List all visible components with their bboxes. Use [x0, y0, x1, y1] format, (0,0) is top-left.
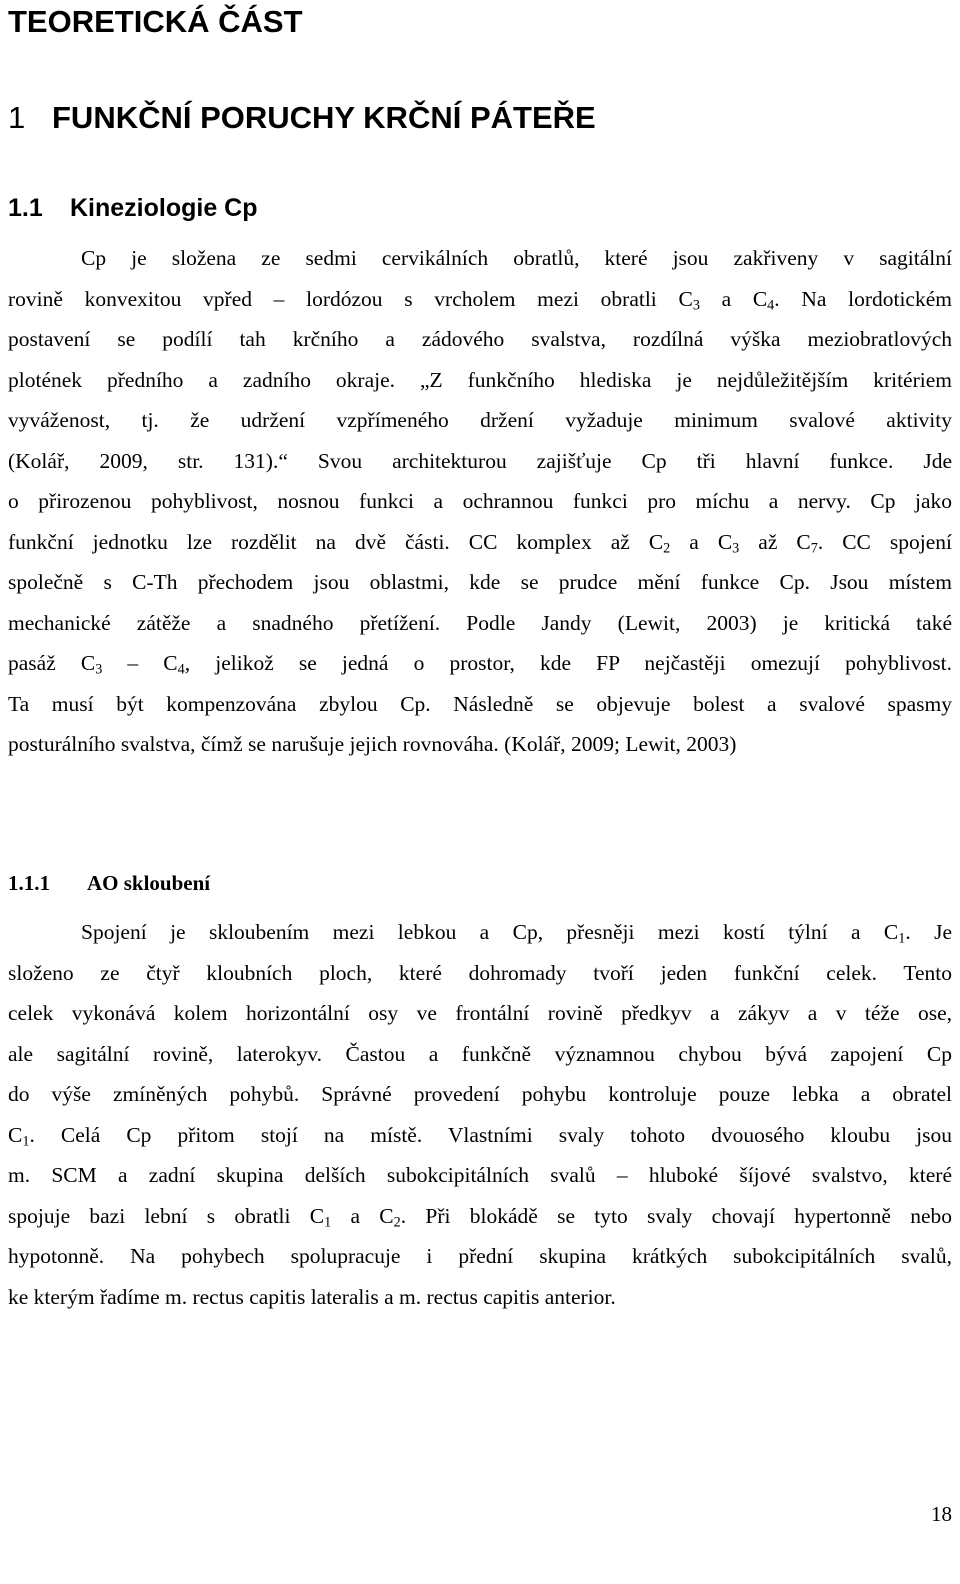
text-line: postavení se podílí tah krčního a zádového svalstva, rozdílná výška meziobratlových	[8, 327, 952, 351]
text-line: plotének předního a zadního okraje. „Z funkčního hlediska je nejdůležitějším kritériem	[8, 367, 952, 392]
section-heading	[8, 192, 258, 224]
page-number: 18	[931, 1502, 952, 1526]
text-line: Cp je složena ze sedmi cervikálních obratlů, které jsou zakřiveny v sagitální	[81, 246, 952, 270]
text-line: hypotonně. Na pohybech spolupracuje i přední skupina krátkých subokcipitálních svalů,	[8, 1244, 952, 1268]
chapter-heading	[8, 100, 596, 136]
text-line: m. SCM a zadní skupina delších subokcipitálních svalů – hluboké šíjové svalstvo, které	[8, 1163, 952, 1187]
text-line: Ta musí být kompenzována zbylou Cp. Následně se objevuje bolest a svalové spasmy	[8, 691, 952, 716]
subsection-heading	[8, 867, 210, 899]
text-line: (Kolář, 2009, str. 131).“ Svou architekturou zajišťuje Cp tři hlavní funkce. Jde	[8, 448, 952, 473]
text-line: ale sagitální rovině, laterokyv. Častou a funkčně významnou chybou bývá zapojení Cp	[8, 1041, 952, 1066]
text-line: složeno ze čtyř kloubních ploch, které dohromady tvoří jeden funkční celek. Tento	[8, 960, 952, 985]
subsection-number: 1.1.1	[8, 871, 50, 895]
text-line: společně s C-Th přechodem jsou oblastmi, kde se prudce mění funkce Cp. Jsou místem	[8, 570, 952, 594]
text-line: mechanické zátěže a snadného přetížení. Podle Jandy (Lewit, 2003) je kritická také	[8, 610, 952, 635]
text-line: vyváženost, tj. že udržení vzpřímeného držení vyžaduje minimum svalové aktivity	[8, 408, 952, 432]
text-line: Spojení je skloubením mezi lebkou a Cp, přesněji mezi kostí týlní a $C_1$. Je	[81, 920, 952, 947]
text-line: funkční jednotku lze rozdělit na dvě části. CC komplex až $C_2$ a $C_3$ až $C_7$. CC spojení	[8, 529, 952, 557]
text-line: do výše zmíněných pohybů. Správné provedení pohybu kontroluje pouze lebka a obratel	[8, 1082, 952, 1106]
text-line: spojuje bazi lební s obratli $C_1$ a $C_2$. Při blokádě se tyto svaly chovají hypertonně nebo	[8, 1203, 952, 1231]
text-line: o přirozenou pohyblivost, nosnou funkci a ochrannou funkci pro míchu a nervy. Cp jako	[8, 489, 952, 513]
text-line: rovině konvexitou vpřed – lordózou s vrcholem mezi obratli $C_3$ a $C_4$. Na lordotickém	[8, 286, 952, 314]
section-title: Kineziologie Cp	[70, 194, 258, 222]
paragraph-kineziologie	[8, 238, 952, 765]
subsection-title: AO skloubení	[87, 871, 211, 895]
text-line: celek vykonává kolem horizontální osy ve frontální rovině předkyv a zákyv a v téže ose,	[8, 1001, 952, 1025]
section-number: 1.1	[8, 194, 43, 222]
chapter-number: 1	[8, 100, 26, 135]
text-line: $C_1$. Celá Cp přitom stojí na místě. Vlastními svaly tohoto dvouosého kloubu jsou	[8, 1122, 952, 1150]
chapter-title: FUNKČNÍ PORUCHY KRČNÍ PÁTEŘE	[52, 100, 596, 135]
part-heading: TEORETICKÁ ČÁST	[8, 4, 303, 39]
paragraph-ao-skloubeni	[8, 912, 952, 1317]
text-line: ke kterým řadíme m. rectus capitis lateralis a m. rectus capitis anterior.	[8, 1284, 616, 1309]
text-line: posturálního svalstva, čímž se narušuje jejich rovnováha. (Kolář, 2009; Lewit, 2003)	[8, 732, 737, 756]
text-line: pasáž $C_3 - C_4$, jelikož se jedná o prostor, kde FP nejčastěji omezují pohyblivost.	[8, 651, 952, 678]
